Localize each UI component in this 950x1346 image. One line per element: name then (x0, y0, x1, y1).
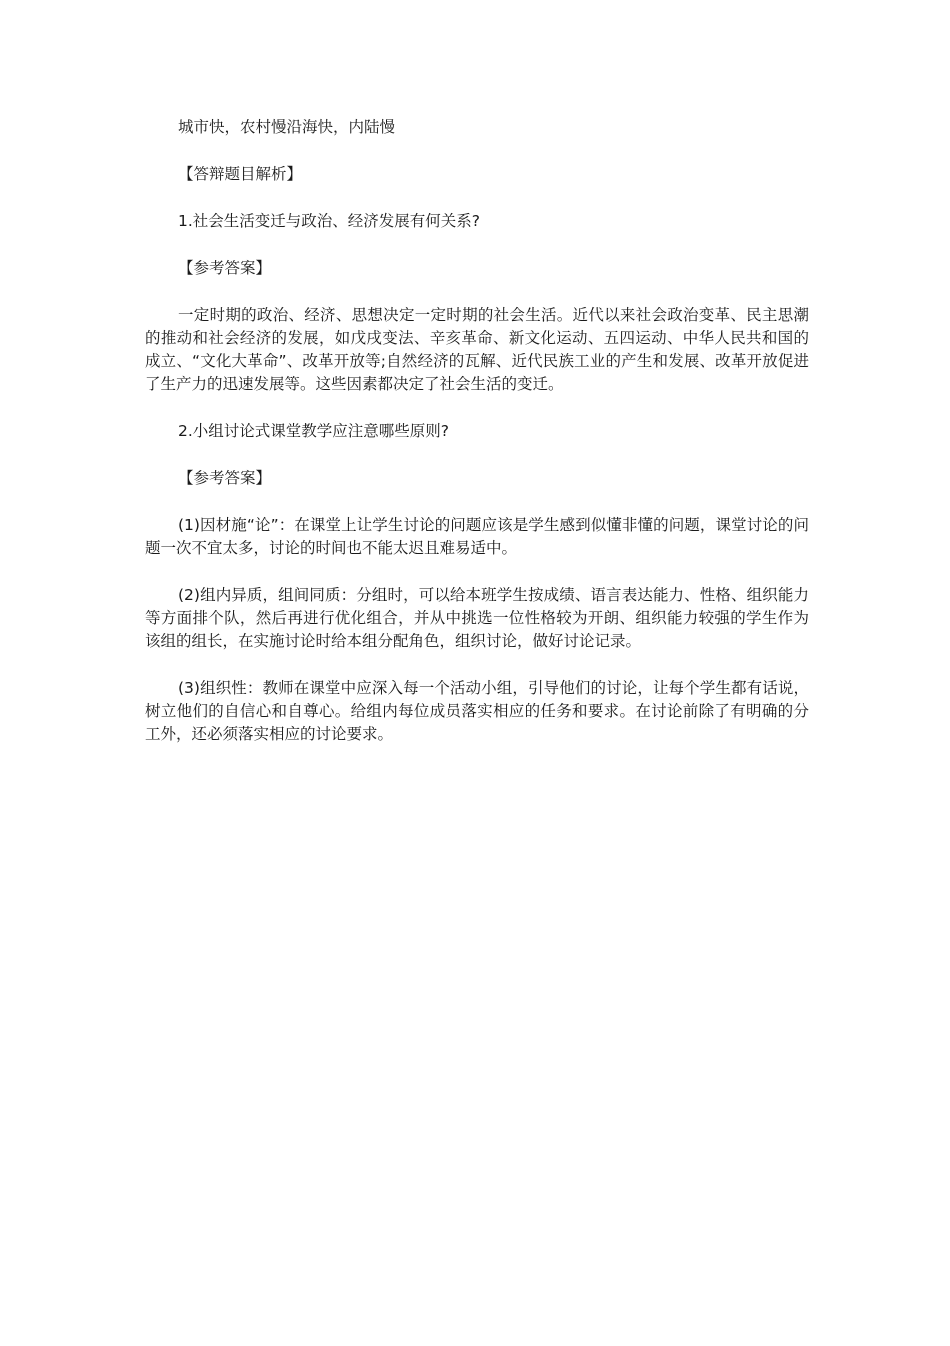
section-heading-defense-analysis: 【答辩题目解析】 (178, 165, 303, 183)
answer-2-point-1: (1)因材施“论”：在课堂上让学生讨论的问题应该是学生感到似懂非懂的问题，课堂讨论的问题一次不宜太多，讨论的时间也不能太迟且难易适中。 (145, 516, 809, 557)
answer-label-1: 【参考答案】 (178, 259, 272, 277)
document-body (145, 116, 809, 770)
answer-2-point-3: (3)组织性：教师在课堂中应深入每一个活动小组，引导他们的讨论，让每个学生都有话说，树立他们的自信心和自尊心。给组内每位成员落实相应的任务和要求。在讨论前除了有明确的分工外，还必须落实相应的讨论要求。 (145, 679, 809, 743)
answer-1-text: 一定时期的政治、经济、思想决定一定时期的社会生活。近代以来社会政治变革、民主思潮的推动和社会经济的发展，如戊戌变法、辛亥革命、新文化运动、五四运动、中华人民共和国的成立、“文化大革命”、改革开放等;自然经济的瓦解、近代民族工业的产生和发展、改革开放促进了生产力的迅速发展等。这些因素都决定了社会生活的变迁。 (145, 306, 809, 393)
answer-label-2: 【参考答案】 (178, 469, 272, 487)
answer-2-point-2: (2)组内异质，组间同质：分组时，可以给本班学生按成绩、语言表达能力、性格、组织能力等方面排个队，然后再进行优化组合，并从中挑选一位性格较为开朗、组织能力较强的学生作为该组的组长，在实施讨论时给本组分配角色，组织讨论，做好讨论记录。 (145, 586, 809, 650)
question-2: 2.小组讨论式课堂教学应注意哪些原则? (178, 422, 450, 440)
paragraph-trend-summary: 城市快，农村慢沿海快，内陆慢 (178, 118, 396, 136)
question-1: 1.社会生活变迁与政治、经济发展有何关系? (178, 212, 481, 230)
